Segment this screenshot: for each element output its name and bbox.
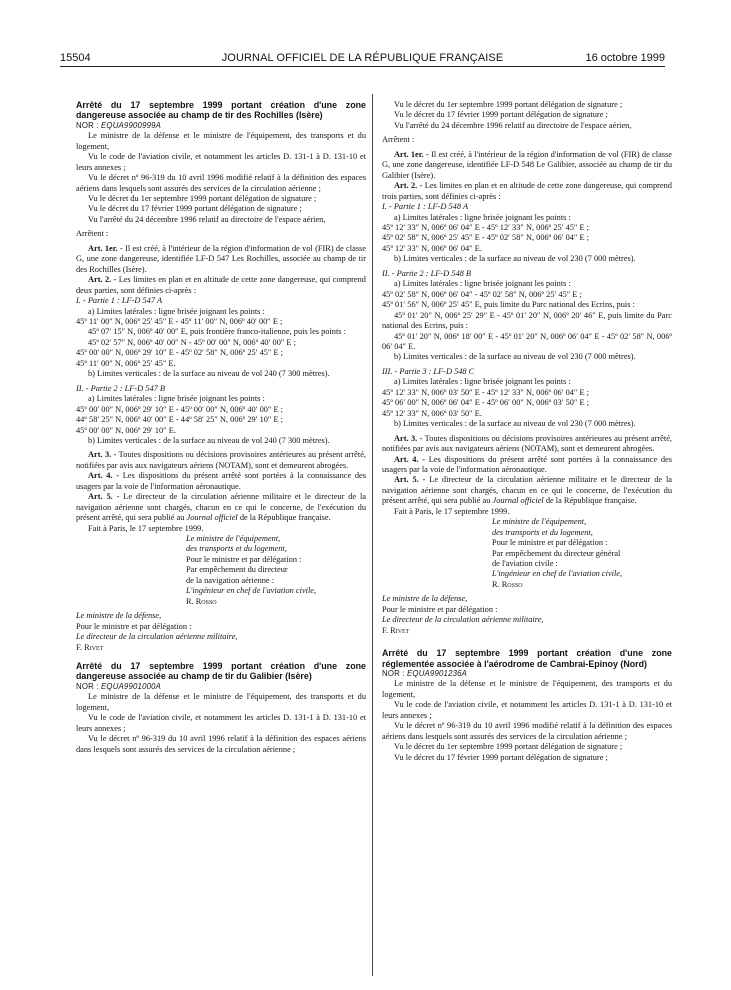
visa: Vu le décret du 1er septembre 1999 portant délégation de signature ; — [394, 742, 623, 752]
part-heading: III. - Partie 3 : LF-D 548 C — [382, 366, 475, 376]
signing-place-date: Fait à Paris, le 17 septembre 1999. — [394, 506, 510, 516]
visa: Vu le décret du 17 février 1999 portant délégation de signature ; — [394, 752, 608, 762]
limits-vertical: b) Limites verticales : de la surface au niveau de vol 240 (7 300 mètres). — [88, 369, 330, 379]
signature-block-defense: Le ministre de la défense, Pour le ministre et par délégation : Le directeur de la circulation aérienne militaire, F. Rivet — [382, 594, 544, 635]
visa: Vu le code de l'aviation civile, et notamment les articles D. 131-1 à D. 131-10 et leurs annexes ; — [382, 700, 672, 720]
part-heading: II. - Partie 2 : LF-D 547 B — [76, 383, 165, 393]
limits-vertical: b) Limites verticales : de la surface au niveau de vol 240 (7 300 mètres). — [88, 435, 330, 445]
coordinates-line: 45º 12′ 33″ N, 006º 03′ 50″ E - 45º 12′ 33″ N, 006º 06′ 04″ E ; — [382, 387, 589, 397]
visa: Vu le décret nº 96-319 du 10 avril 1996 modifié relatif à la définition des espaces aériens dans lesquels sont assurés des services de la circulation aérienne ; — [76, 173, 366, 193]
article-3: Art. 3. - Toutes dispositions ou décisions provisoires antérieures au présent arrêté, notifiées par avis aux navigateurs aériens (NOTAM), sont et demeurent abrogées. — [76, 450, 366, 470]
visa: Vu l'arrêté du 24 décembre 1996 relatif au directoire de l'espace aérien, — [88, 214, 326, 224]
coordinates-line: 45º 12′ 33″ N, 006º 03′ 50″ E. — [382, 408, 482, 418]
journal-title: JOURNAL OFFICIEL DE LA RÉPUBLIQUE FRANÇAISE — [221, 52, 504, 64]
coordinates-line: 45º 00′ 00″ N, 006º 29′ 10″ E. — [76, 425, 176, 435]
coordinates-line: 45º 12′ 33″ N, 006º 06′ 04″ E. — [382, 243, 482, 253]
visa: Vu le décret nº 96-319 du 10 avril 1996 relatif à la définition des espaces aériens dans lesquels sont assurés des services de la circulation aérienne ; — [76, 734, 366, 754]
visa: Vu le décret du 17 février 1999 portant délégation de signature ; — [394, 110, 608, 120]
issue-date: 16 octobre 1999 — [585, 52, 665, 64]
coordinates-line: 45º 01′ 20″ N, 006º 25′ 29″ E - 45º 01′ 20″ N, 006º 20′ 46″ E, puis limite du Parc national des Ecrins, puis : — [382, 310, 672, 331]
preamble: Le ministre de la défense et le ministre de l'équipement, des transports et du logement, — [76, 131, 366, 151]
signing-place-date: Fait à Paris, le 17 septembre 1999. — [88, 523, 204, 533]
header-rule — [60, 66, 665, 67]
left-column — [76, 100, 366, 755]
coordinates-line: 45º 07′ 15″ N, 006º 40′ 00″ E, puis frontière franco-italienne, puis les points : — [88, 327, 346, 337]
coordinates-line: 45º 01′ 20″ N, 006º 18′ 00″ E - 45º 01′ 20″ N, 006º 06′ 04″ E - 45º 02′ 58″ N, 006º 06′ 04″ E. — [382, 331, 672, 351]
article-1: Art. 1er. - Il est créé, à l'intérieur de la région d'information de vol (FIR) de classe G, une zone dangereuse, identifiée LF-D 547 Les Rochilles, associée au champ de tir des Rochilles (Isère). — [76, 243, 366, 274]
coordinates-line: 45º 06′ 00″ N, 006º 06′ 04″ E - 45º 06′ 00″ N, 006º 03′ 50″ E ; — [382, 398, 589, 408]
arretent-heading: Arrêtent : — [76, 229, 109, 239]
preamble: Le ministre de la défense et le ministre de l'équipement, des transports et du logement, — [76, 692, 366, 712]
part-heading: I. - Partie 1 : LF-D 548 A — [382, 202, 469, 212]
coordinates-line: 45º 00′ 00″ N, 006º 29′ 10″ E - 45º 02′ 58″ N, 006º 25′ 45″ E ; — [76, 348, 283, 358]
decree-title-cambrai: Arrêté du 17 septembre 1999 portant création d'une zone réglementée associée à l'aérodrome de Cambrai-Epinoy (Nord) — [382, 648, 672, 669]
limits-lateral: a) Limites latérales : ligne brisée joignant les points : — [88, 394, 265, 404]
coordinates-line: 45º 02′ 58″ N, 006º 25′ 45″ E - 45º 02′ 58″ N, 006º 06′ 04″ E ; — [382, 233, 589, 243]
limits-lateral: a) Limites latérales : ligne brisée joignant les points : — [394, 279, 571, 289]
visa: Vu le code de l'aviation civile, et notamment les articles D. 131-1 à D. 131-10 et leurs annexes ; — [76, 713, 366, 733]
visa: Vu le code de l'aviation civile, et notamment les articles D. 131-1 à D. 131-10 et leurs annexes ; — [76, 152, 366, 172]
decree-title-rochilles: Arrêté du 17 septembre 1999 portant création d'une zone dangereuse associée au champ de tir des Rochilles (Isère) — [76, 100, 366, 121]
limits-lateral: a) Limites latérales : ligne brisée joignant les points : — [394, 377, 571, 387]
article-5: Art. 5. - Le directeur de la circulation aérienne militaire et le directeur de la navigation aérienne sont chargés, chacun en ce qui le concerne, de l'exécution du présent arrêté, qui sera publié au Journal officiel de la République française. — [76, 492, 366, 523]
coordinates-line: 45º 01′ 56″ N, 006º 25′ 45″ E, puis limite du Parc national des Ecrins, puis : — [382, 300, 635, 310]
limits-lateral: a) Limites latérales : ligne brisée joignant les points : — [394, 212, 571, 222]
article-2: Art. 2. - Les limites en plan et en altitude de cette zone dangereuse, qui comprend deux parties, sont définies ci-après : — [76, 275, 366, 295]
article-3: Art. 3. - Toutes dispositions ou décisions provisoires antérieures au présent arrêté, notifiées par avis aux navigateurs aériens (NOTAM), sont et demeurent abrogées. — [382, 433, 672, 454]
signature-block-equipement: Le ministre de l'équipement, des transports et du logement, Pour le ministre et par délégation : Par empêchement du directeur de la navigation aérienne : L'ingénieur en chef de l'aviation civile, R. Rosso — [186, 534, 317, 606]
article-4: Art. 4. - Les dispositions du présent arrêté sont portées à la connaissance des usagers par la voie de l'information aéronautique. — [382, 454, 672, 474]
visa: Vu l'arrêté du 24 décembre 1996 relatif au directoire de l'espace aérien, — [394, 120, 632, 130]
limits-vertical: b) Limites verticales : de la surface au niveau de vol 230 (7 000 mètres). — [394, 352, 636, 362]
coordinates-line: 45º 11′ 00″ N, 006º 25′ 45″ E. — [76, 358, 176, 368]
nor-reference: NOR : EQUA9901000A — [76, 681, 162, 691]
visa: Vu le décret du 17 février 1999 portant délégation de signature ; — [88, 204, 302, 214]
article-1: Art. 1er. - Il est créé, à l'intérieur de la région d'information de vol (FIR) de classe G, une zone dangereuse, identifiée LF-D 548 Le Galibier, associée au champ de tir du Galibier (Isère). — [382, 149, 672, 180]
column-divider — [372, 94, 373, 976]
nor-reference: NOR : EQUA9900999A — [76, 120, 162, 130]
coordinates-line: 45º 00′ 00″ N, 006º 29′ 10″ E - 45º 00′ 00″ N, 006º 40′ 00″ E ; — [76, 404, 283, 414]
coordinates-line: 45º 02′ 57″ N, 006º 40′ 00″ N - 45º 00′ 00″ N, 006º 40′ 00″ E ; — [88, 337, 296, 347]
article-2: Art. 2. - Les limites en plan et en altitude de cette zone dangereuse, qui comprend trois parties, sont définies ci-après : — [382, 181, 672, 201]
limits-vertical: b) Limites verticales : de la surface au niveau de vol 230 (7 000 mètres). — [394, 419, 636, 429]
coordinates-line: 45º 02′ 58″ N, 006º 06′ 04″ - 45º 02′ 58″ N, 006º 25′ 45″ E ; — [382, 289, 582, 299]
signature-block-equipement: Le ministre de l'équipement, des transports et du logement, Pour le ministre et par délégation : Par empêchement du directeur général de l'aviation civile : L'ingénieur en chef de l'aviation civile, R. Rosso — [492, 517, 623, 589]
visa: Vu le décret du 1er septembre 1999 portant délégation de signature ; — [88, 193, 317, 203]
limits-vertical: b) Limites verticales : de la surface au niveau de vol 230 (7 000 mètres). — [394, 254, 636, 264]
signature-block-defense: Le ministre de la défense, Pour le ministre et par délégation : Le directeur de la circulation aérienne militaire, F. Rivet — [76, 611, 238, 652]
part-heading: I. - Partie 1 : LF-D 547 A — [76, 296, 163, 306]
nor-reference: NOR : EQUA9901236A — [382, 669, 468, 679]
arretent-heading: Arrêtent : — [382, 135, 415, 145]
article-5: Art. 5. - Le directeur de la circulation aérienne militaire et le directeur de la navigation aérienne sont chargés, chacun en ce qui le concerne, de l'exécution du présent arrêté, qui sera publié au Journal officiel de la République française. — [382, 475, 672, 506]
right-column — [382, 100, 672, 763]
visa: Vu le décret du 1er septembre 1999 portant délégation de signature ; — [394, 100, 623, 109]
page-number: 15504 — [60, 52, 91, 64]
article-4: Art. 4. - Les dispositions du présent arrêté sont portées à la connaissance des usagers par la voie de l'information aéronautique. — [76, 471, 366, 491]
limits-lateral: a) Limites latérales : ligne brisée joignant les points : — [88, 306, 265, 316]
preamble: Le ministre de la défense et le ministre de l'équipement, des transports et du logement, — [382, 679, 672, 699]
visa: Vu le décret nº 96-319 du 10 avril 1996 modifié relatif à la définition des espaces aériens dans lesquels sont assurés des services de la circulation aérienne ; — [382, 721, 672, 741]
coordinates-line: 45º 12′ 33″ N, 006º 06′ 04″ E - 45º 12′ 33″ N, 006º 25′ 45″ E ; — [382, 222, 589, 232]
decree-title-galibier: Arrêté du 17 septembre 1999 portant création d'une zone dangereuse associée au champ de tir du Galibier (Isère) — [76, 661, 366, 682]
coordinates-line: 45º 11′ 00″ N, 006º 25′ 45″ E - 45º 11′ 00″ N, 006º 40′ 00″ E ; — [76, 316, 283, 326]
coordinates-line: 44º 58′ 25″ N, 006º 40′ 00″ E - 44º 58′ 25″ N, 006º 29′ 10″ E ; — [76, 415, 283, 425]
part-heading: II. - Partie 2 : LF-D 548 B — [382, 268, 471, 278]
